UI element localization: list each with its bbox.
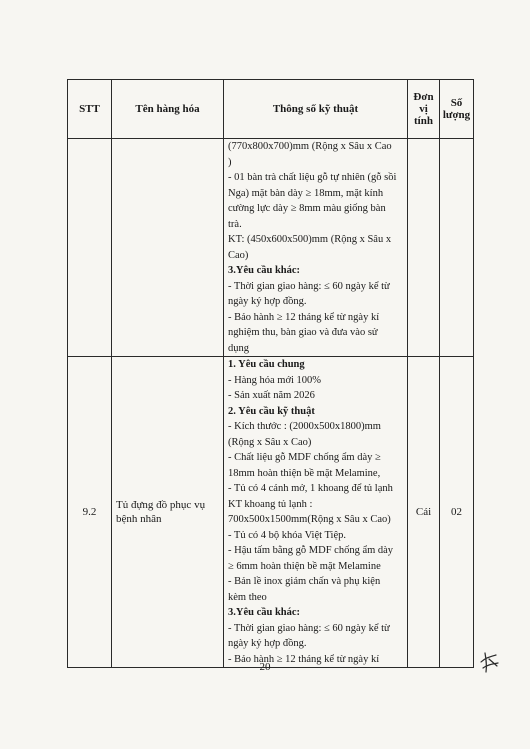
page-number: 20 [259, 661, 271, 673]
spec-line: ngày ký hợp đồng. [228, 638, 307, 649]
table-row [68, 357, 474, 668]
row-name-line: Tủ đựng đồ phục vụ [116, 499, 206, 511]
row-qty [440, 139, 474, 357]
spec-section-heading: 2. Yêu cầu kỹ thuật [228, 405, 315, 417]
row-unit: Cái [408, 357, 440, 668]
spec-table [67, 79, 474, 668]
spec-line: - Bảo hành ≥ 12 tháng kể từ ngày kí [228, 653, 380, 665]
header-unit-line: vị [419, 103, 428, 115]
spec-section-heading: 1. Yêu cầu chung [228, 359, 305, 370]
row-stt: 9.2 [68, 357, 112, 668]
header-unit-line: Đơn [413, 91, 434, 103]
table-header-row [68, 80, 474, 139]
spec-line: - Thời gian giao hàng: ≤ 60 ngày kể từ [228, 280, 390, 292]
spec-section-heading: 3.Yêu cầu khác: [228, 607, 301, 618]
table-row [68, 139, 474, 357]
spec-line: dụng [228, 342, 249, 354]
spec-line: - Chất liệu gỗ MDF chống ẩm dày ≥ [228, 452, 381, 463]
spec-line: Nga) mặt bàn dày ≥ 18mm, mặt kính [228, 187, 384, 199]
spec-section-heading: 3.Yêu cầu khác: [228, 265, 301, 276]
header-unit-line: tính [414, 115, 433, 127]
header-name: Tên hàng hóa [112, 80, 224, 139]
spec-line: - 01 bàn trà chất liệu gỗ tự nhiên (gỗ sồi [228, 172, 397, 183]
header-qty [440, 80, 474, 139]
spec-line: kèm theo [228, 591, 267, 603]
header-qty-line: lượng [442, 109, 471, 121]
spec-line: 18mm hoàn thiện bề mặt Melamine, [228, 467, 381, 479]
header-unit [408, 80, 440, 139]
header-stt: STT [68, 80, 112, 139]
header-spec: Thông số kỹ thuật [224, 80, 408, 139]
spec-line: - Bản lề inox giảm chấn và phụ kiện [228, 576, 381, 587]
spec-line: KT: (450x600x500)mm (Rộng x Sâu x [228, 234, 392, 245]
row-name [112, 139, 224, 357]
spec-line: - Hàng hóa mới 100% [228, 374, 322, 386]
spec-line: - Kích thước : (2000x500x1800)mm [228, 421, 381, 432]
row-name [112, 357, 224, 668]
spec-line: ) [228, 156, 232, 168]
spec-line: - Tủ có 4 bộ khóa Việt Tiệp. [228, 529, 346, 541]
spec-line: - Hậu tấm bằng gỗ MDF chống ẩm dày [228, 545, 394, 556]
spec-line: ngày ký hợp đồng. [228, 296, 307, 307]
spec-line: nghiệm thu, bàn giao và đưa vào sử [228, 327, 378, 338]
spec-line: 700x500x1500mm(Rộng x Sâu x Cao) [228, 514, 391, 525]
spec-line: - Bảo hành ≥ 12 tháng kể từ ngày kí [228, 311, 380, 323]
spec-line: ≥ 6mm hoàn thiện bề mặt Melamine [228, 560, 381, 572]
header-qty-line: Số [450, 97, 463, 109]
signature-mark [477, 648, 501, 674]
spec-line: cường lực dày ≥ 8mm màu giống bàn [228, 203, 386, 214]
spec-line: - Sản xuất năm 2026 [228, 390, 315, 401]
row-spec [224, 357, 408, 668]
spec-line: KT khoang tủ lạnh : [228, 498, 313, 510]
row-qty: 02 [440, 357, 474, 668]
spec-line: Cao) [228, 249, 249, 261]
row-spec [224, 139, 408, 357]
spec-line: (Rộng x Sâu x Cao) [228, 436, 312, 448]
spec-line: (770x800x700)mm (Rộng x Sâu x Cao [228, 141, 392, 152]
spec-line: - Thời gian giao hàng: ≤ 60 ngày kể từ [228, 622, 390, 634]
row-name-line: bệnh nhân [116, 513, 162, 525]
spec-line: trà. [228, 218, 242, 230]
spec-line: - Tủ có 4 cánh mở, 1 khoang để tủ lạnh [228, 483, 393, 494]
row-stt [68, 139, 112, 357]
row-unit [408, 139, 440, 357]
